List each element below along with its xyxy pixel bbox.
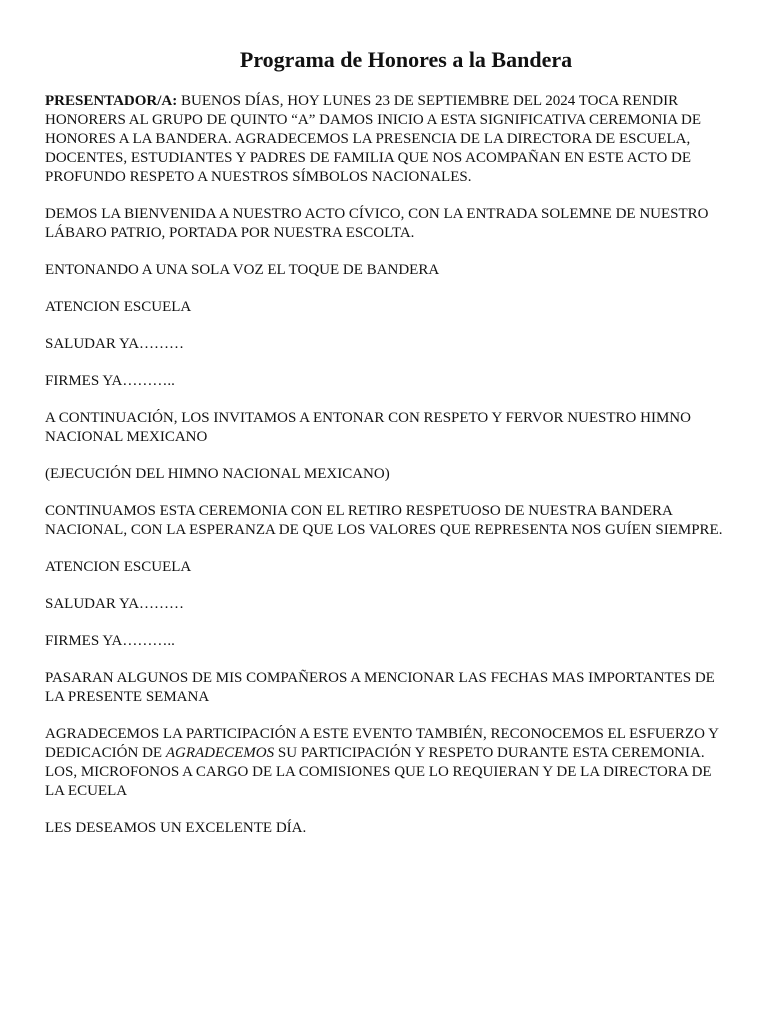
paragraph-anthem-invite: A CONTINUACIÓN, LOS INVITAMOS A ENTONAR CON RESPETO Y FERVOR NUESTRO HIMNO NACIONAL MEXICANO <box>45 410 691 445</box>
paragraph-flag-retire: CONTINUAMOS ESTA CEREMONIA CON EL RETIRO RESPETUOSO DE NUESTRA BANDERA NACIONAL, CON LA ESPERANZA DE QUE LOS VALORES QUE REPRESENTA NOS GUÍEN SIEMPRE. <box>45 503 723 538</box>
paragraph-thanks <box>45 725 725 801</box>
document-body <box>45 92 725 856</box>
thanks-text-b: SU PARTICIPACIÓN Y RESPETO DURANTE ESTA CEREMONIA. LOS, MICROFONOS A CARGO DE LA COMISIONES QUE LO REQUIERAN Y DE LA DIRECTORA DE LA ECUELA <box>45 745 712 799</box>
paragraph-attention-2: ATENCION ESCUELA <box>45 559 192 575</box>
paragraph-firm-1: FIRMES YA……….. <box>45 373 175 389</box>
presenter-label: PRESENTADOR/A: <box>45 93 178 109</box>
paragraph-anthem-execution: (EJECUCIÓN DEL HIMNO NACIONAL MEXICANO) <box>45 466 390 482</box>
paragraph-welcome: DEMOS LA BIENVENIDA A NUESTRO ACTO CÍVICO, CON LA ENTRADA SOLEMNE DE NUESTRO LÁBARO PATRIO, PORTADA POR NUESTRA ESCOLTA. <box>45 206 709 241</box>
thanks-text-a: AGRADECEMOS LA PARTICIPACIÓN A ESTE EVENTO TAMBIÉN, RECONOCEMOS EL ESFUERZO Y DEDICACIÓN DE <box>45 726 719 761</box>
paragraph-firm-2: FIRMES YA……….. <box>45 633 175 649</box>
paragraph-attention-1: ATENCION ESCUELA <box>45 299 192 315</box>
paragraph-salute-2: SALUDAR YA……… <box>45 596 185 612</box>
paragraph-salute-1: SALUDAR YA……… <box>45 336 185 352</box>
paragraph-flag-toque: ENTONANDO A UNA SOLA VOZ EL TOQUE DE BANDERA <box>45 262 440 278</box>
document-title: Programa de Honores a la Bandera <box>239 47 573 72</box>
thanks-emphasis: AGRADECEMOS <box>165 745 275 761</box>
paragraph-dates: PASARAN ALGUNOS DE MIS COMPAÑEROS A MENCIONAR LAS FECHAS MAS IMPORTANTES DE LA PRESENTE SEMANA <box>45 670 715 705</box>
presenter-text: BUENOS DÍAS, HOY LUNES 23 DE SEPTIEMBRE DEL 2024 TOCA RENDIR HONORERS AL GRUPO DE QUINTO “A” DAMOS INICIO A ESTA SIGNIFICATIVA CEREMONIA DE HONORES A LA BANDERA. AGRADECEMOS LA PRESENCIA DE LA DIRECTORA DE ESCUELA, DOCENTES, ESTUDIANTES Y PADRES DE FAMILIA QUE NOS ACOMPAÑAN EN ESTE ACTO DE PROFUNDO RESPETO A NUESTROS SÍMBOLOS NACIONALES. <box>45 93 702 185</box>
paragraph-closing: LES DESEAMOS UN EXCELENTE DÍA. <box>45 820 307 836</box>
paragraph-presenter <box>45 92 725 187</box>
